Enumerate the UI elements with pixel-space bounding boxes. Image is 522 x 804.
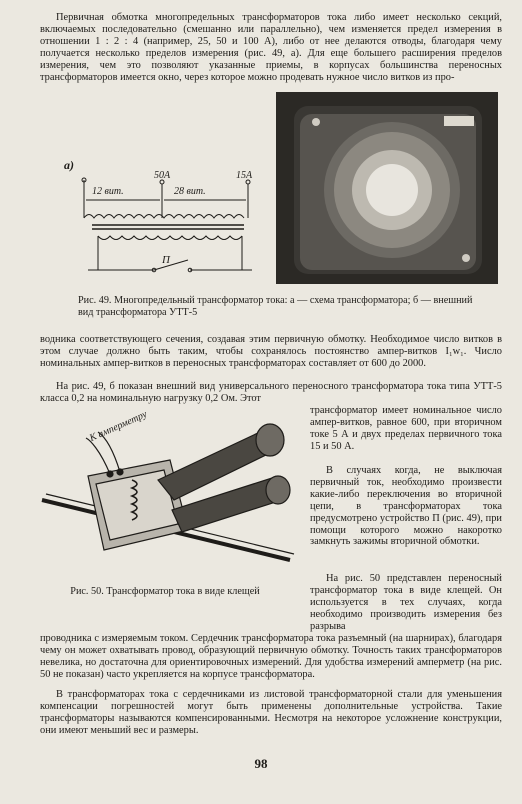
figure50-clamp-illustration	[40, 410, 304, 578]
figure49-circuit	[58, 160, 268, 290]
figure50-caption: Рис. 50. Трансформатор тока в виде клещей	[70, 586, 260, 597]
paragraph-fig49b-intro: На рис. 49, б показан внешний вид универсального переносного трансформатора тока типа УТТ-5 класса 0,2 на номинальную нагрузку 0,2 Ом. Этот	[40, 381, 502, 404]
figure50-ammeter-label: К амперметру	[88, 408, 149, 445]
figure50-drawing	[40, 410, 304, 578]
figure49-tap-15-label: 15А	[236, 170, 253, 181]
paragraph-fig50-continuation: проводника с измеряемым током. Сердечник трансформатора тока разъемный (на шарнирах), благодаря чему он может охватывать провод, образующий первичную обмотку. Точность таких трансформаторов невелика, но достаточна для ориентировочных измерений. Для удобства измерений амперметр (на рис. 50 не показан) часто укрепляется на корпусе трансформатора.	[40, 633, 502, 680]
figure49-switch-label: П	[162, 254, 170, 266]
figure49-turns-left-label: 12 вит.	[92, 186, 124, 197]
paragraph-compensated: В трансформаторах тока с сердечниками из листовой трансформаторной стали для уменьшения компенсации погрешностей могут быть применены дополнительные устройства. Такие трансформаторы называются компенсированными. Несмотря на некоторое усложнение конструкции, они имеют меньший вес и размеры.	[40, 689, 502, 736]
paragraph-cases: В случаях когда, не выключая первичный ток, необходимо произвести какие-либо переключения во вторичной цепи, в трансформаторах тока предусмотрено устройство П (рис. 49), при помощи которого можно накоротко замкнуть зажимы вторичной обмотки.	[310, 465, 502, 548]
figure49-diagram	[58, 160, 268, 290]
figure49-tap-50-label: 50А	[154, 170, 171, 181]
paragraph-continuation: водника соответствующего сечения, создавая этим первичную обмотку. Необходимое число витков в этом случае должно быть таким, чтобы сохранялось постоянство ампер-витков I₁w₁. Число номинальных ампер-витков в переносных трансформаторах составляет от 600 до 2000.	[40, 334, 502, 369]
page-number: 98	[254, 756, 268, 771]
figure49-turns-right-label: 28 вит.	[174, 186, 206, 197]
figure49-caption: Рис. 49. Многопредельный трансформатор тока: а — схема трансформатора; б — внешний вид трансформатора УТТ-5	[78, 295, 473, 318]
figure49-label-a: а)	[64, 158, 74, 172]
paragraph-intro: Первичная обмотка многопредельных трансформаторов тока либо имеет несколько секций, включаемых последовательно (смешанно или параллельно), чем изменяется предел измерения в отношении 1 : 2 : 4 (например, 25, 50 и 100 А), либо от нее делаются отводы, благодаря чему получается несколько пределов измерения (рис. 49, а). Для еще большего расширения пределов измерения, чем это позволяют указанные приемы, в корпусах большинства переносных трансформаторов имеется окно, через которое можно продевать нужное число витков из про-	[40, 12, 502, 83]
figure49-photo	[276, 92, 498, 284]
paragraph-fig50-right: На рис. 50 представлен переносный трансформатор тока в виде клещей. Он используется в тех случаях, когда необходимо производить измерения без разрыва	[310, 573, 502, 632]
paragraph-fig49b-right: трансформатор имеет номинальное число ампер-витков, равное 600, при вторичном токе 5 А и двух пределах первичного тока 15 и 50 А.	[310, 405, 502, 452]
